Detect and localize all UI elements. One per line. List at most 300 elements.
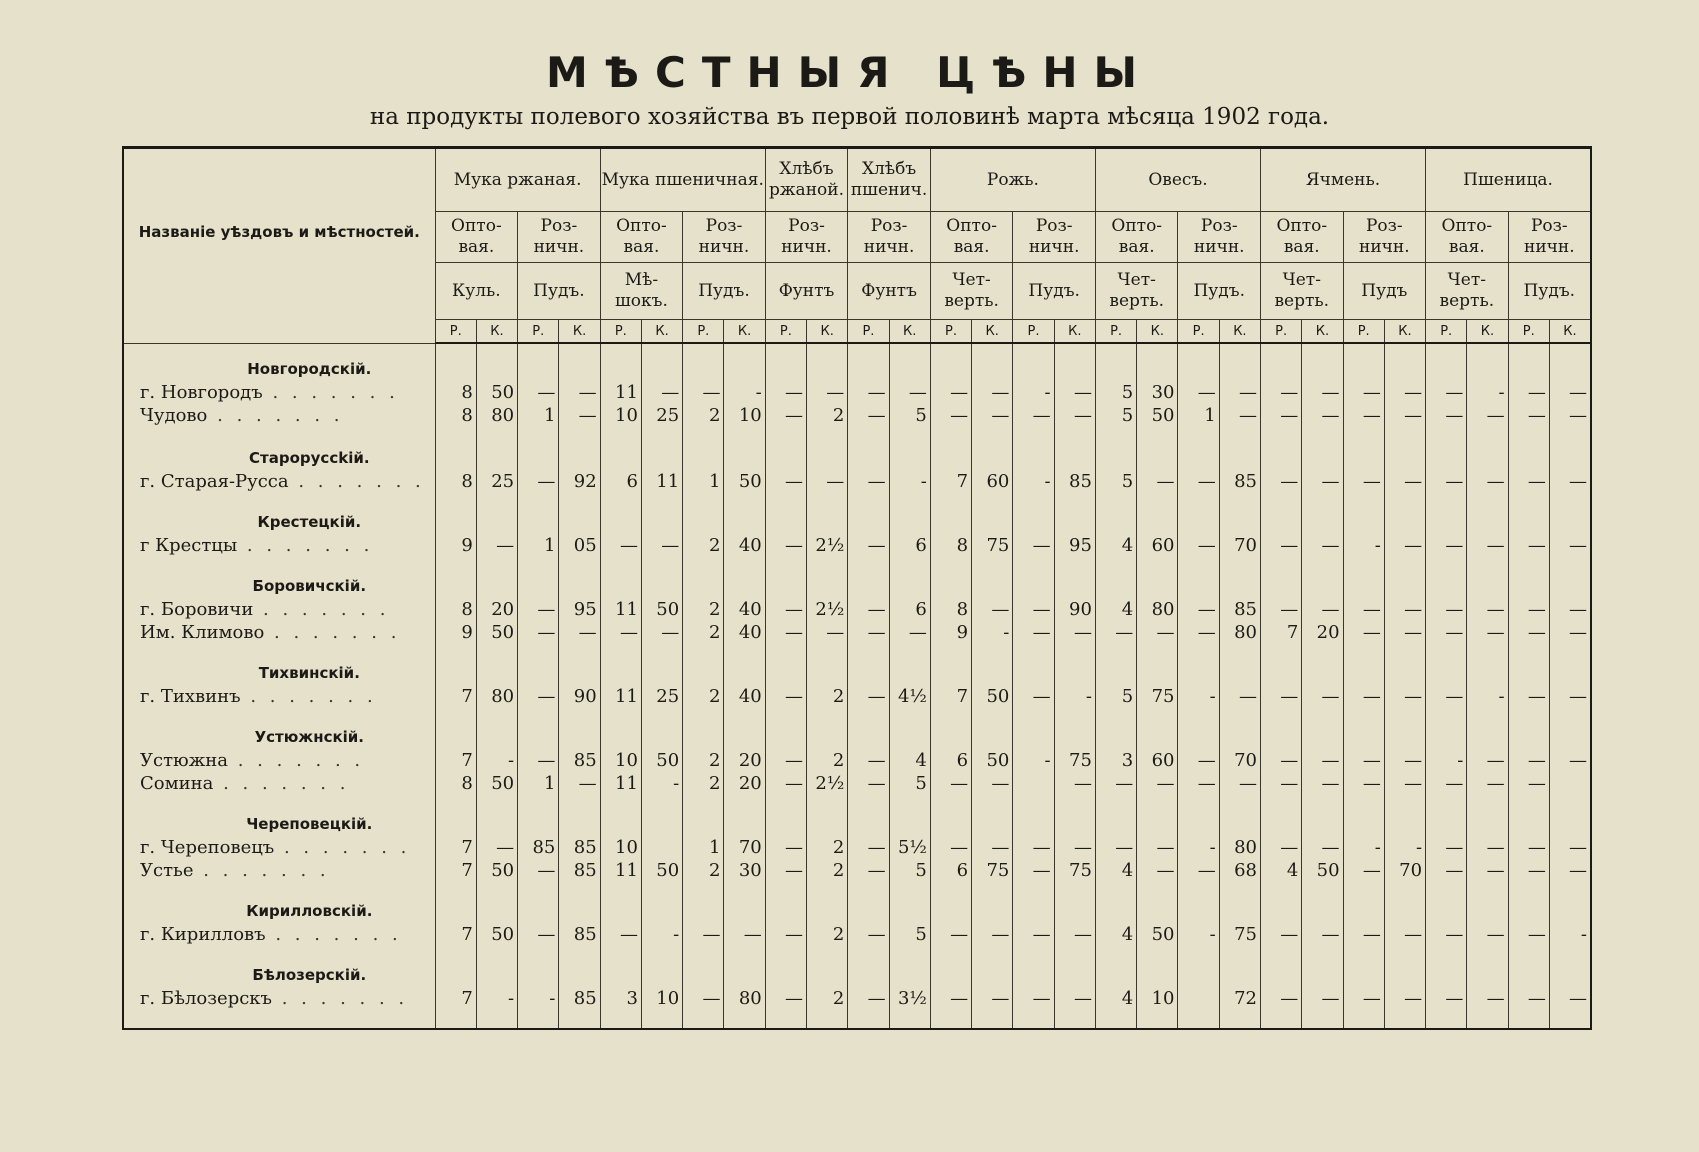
price-rubles: — [1426, 685, 1467, 708]
price-rubles: — [765, 859, 806, 882]
blank-cell [972, 427, 1013, 447]
blank-cell [1384, 964, 1425, 987]
kopeks-header: К. [807, 320, 848, 344]
price-kopeks: — [1384, 381, 1425, 404]
place-name: Устье [140, 860, 194, 881]
place-name-cell [123, 381, 435, 404]
price-rubles: — [518, 381, 559, 404]
kopeks-header: К. [1054, 320, 1095, 344]
bottom-spacer-row [123, 1010, 1591, 1029]
blank-cell [807, 557, 848, 575]
price-rubles: — [1261, 534, 1302, 557]
blank-cell [641, 343, 682, 358]
blank-cell [1261, 358, 1302, 381]
blank-cell [1384, 447, 1425, 470]
blank-cell [600, 946, 641, 964]
price-kopeks: — [1384, 749, 1425, 772]
price-rubles: — [1178, 772, 1219, 795]
blank-cell [1054, 708, 1095, 726]
blank-cell [1343, 662, 1384, 685]
price-kopeks: 85 [559, 923, 600, 946]
blank-cell [807, 882, 848, 900]
price-rubles: — [930, 772, 971, 795]
blank-cell [559, 644, 600, 662]
blank-cell [1013, 900, 1054, 923]
blank-cell [600, 726, 641, 749]
price-kopeks: — [1467, 859, 1508, 882]
price-kopeks: 75 [972, 859, 1013, 882]
price-rubles: 4 [1095, 859, 1136, 882]
price-kopeks: — [1467, 534, 1508, 557]
blank-cell [683, 882, 724, 900]
blank-cell [600, 964, 641, 987]
price-rubles: — [1426, 534, 1467, 557]
district-row [123, 900, 1591, 923]
blank-cell [1384, 358, 1425, 381]
rubles-header: Р. [1095, 320, 1136, 344]
blank-cell [848, 511, 889, 534]
blank-cell [600, 447, 641, 470]
blank-cell [765, 813, 806, 836]
price-rubles: 11 [600, 859, 641, 882]
price-rubles: — [1261, 749, 1302, 772]
price-rubles: — [1508, 772, 1549, 795]
price-kopeks: — [1549, 470, 1591, 493]
blank-cell [1054, 511, 1095, 534]
blank-cell [1095, 900, 1136, 923]
place-name-cell [123, 685, 435, 708]
price-kopeks: 2½ [807, 534, 848, 557]
blank-cell [889, 575, 930, 598]
rubles-header: Р. [1508, 320, 1549, 344]
kopeks-header: К. [1549, 320, 1591, 344]
blank-cell [765, 575, 806, 598]
blank-cell [1178, 447, 1219, 470]
blank-cell [889, 427, 930, 447]
blank-cell [1549, 882, 1591, 900]
price-kopeks: — [1549, 381, 1591, 404]
blank-cell [1137, 557, 1178, 575]
price-rubles: 2 [683, 534, 724, 557]
price-kopeks: 80 [1219, 621, 1260, 644]
price-rubles: — [1343, 685, 1384, 708]
blank-cell [972, 900, 1013, 923]
rubles-header: Р. [1178, 320, 1219, 344]
blank-cell [1343, 644, 1384, 662]
place-name-cell [123, 987, 435, 1010]
blank-cell [807, 726, 848, 749]
blank-cell [1508, 900, 1549, 923]
blank-cell [1384, 511, 1425, 534]
blank-cell [1054, 946, 1095, 964]
price-kopeks: — [1302, 381, 1343, 404]
blank-cell [848, 447, 889, 470]
blank-cell [930, 900, 971, 923]
blank-cell [848, 358, 889, 381]
blank-cell [889, 557, 930, 575]
blank-cell [1549, 964, 1591, 987]
leader-dots: . . . . . . . [193, 860, 330, 881]
price-rubles: — [1426, 772, 1467, 795]
spacer-row [123, 493, 1591, 511]
blank-cell [435, 427, 476, 447]
sale-type-header: Опто-вая. [1095, 212, 1178, 263]
blank-cell [518, 575, 559, 598]
district-row [123, 813, 1591, 836]
place-name-cell [123, 470, 435, 493]
district-row [123, 964, 1591, 987]
price-rubles: 5 [1095, 381, 1136, 404]
blank-cell [559, 813, 600, 836]
blank-cell [1013, 427, 1054, 447]
blank-cell [476, 964, 517, 987]
blank-cell [683, 795, 724, 813]
price-kopeks: 70 [1384, 859, 1425, 882]
price-kopeks: — [1302, 404, 1343, 427]
price-rubles: — [1013, 621, 1054, 644]
price-kopeks: — [1384, 470, 1425, 493]
blank-cell [930, 644, 971, 662]
price-rubles: — [930, 381, 971, 404]
blank-cell [1467, 726, 1508, 749]
blank-cell [1219, 882, 1260, 900]
price-kopeks: — [1549, 685, 1591, 708]
unit-header: Чет-верть. [1426, 263, 1509, 320]
price-kopeks: — [1219, 381, 1260, 404]
price-rubles: — [765, 772, 806, 795]
blank-cell [518, 946, 559, 964]
blank-cell [807, 427, 848, 447]
price-kopeks: — [641, 621, 682, 644]
blank-cell [1054, 900, 1095, 923]
price-rubles: - [1178, 923, 1219, 946]
price-kopeks: 6 [889, 534, 930, 557]
blank-cell [1261, 813, 1302, 836]
table-row [123, 598, 1591, 621]
blank-cell [724, 358, 765, 381]
place-name: Чудово [140, 405, 208, 426]
blank-cell [683, 662, 724, 685]
blank-cell [1549, 795, 1591, 813]
unit-header: Чет-верть. [1095, 263, 1178, 320]
blank-cell [1549, 900, 1591, 923]
price-rubles: — [930, 404, 971, 427]
price-rubles: — [1508, 381, 1549, 404]
price-kopeks: 5 [889, 859, 930, 882]
blank-cell [683, 900, 724, 923]
price-rubles: — [1508, 685, 1549, 708]
blank-cell [518, 1010, 559, 1029]
blank-cell [848, 795, 889, 813]
blank-cell [1302, 644, 1343, 662]
blank-cell [518, 557, 559, 575]
blank-cell [435, 795, 476, 813]
blank-cell [1013, 726, 1054, 749]
blank-cell [724, 662, 765, 685]
blank-cell [1426, 795, 1467, 813]
price-rubles: 2 [683, 859, 724, 882]
price-rubles: 1 [683, 836, 724, 859]
price-rubles: 2 [683, 598, 724, 621]
price-kopeks: 2 [807, 685, 848, 708]
price-rubles: — [1343, 987, 1384, 1010]
price-rubles: 6 [930, 749, 971, 772]
blank-cell [435, 708, 476, 726]
blank-cell [1219, 726, 1260, 749]
place-name-cell [123, 772, 435, 795]
kopeks-header: К. [641, 320, 682, 344]
blank-cell [1426, 447, 1467, 470]
price-kopeks: — [1549, 987, 1591, 1010]
blank-cell [930, 575, 971, 598]
blank-cell [807, 662, 848, 685]
price-kopeks: — [1467, 404, 1508, 427]
unit-header: Мѣ-шокъ. [600, 263, 683, 320]
blank-cell [889, 493, 930, 511]
blank-cell [1178, 708, 1219, 726]
blank-cell [518, 662, 559, 685]
blank-cell [1261, 575, 1302, 598]
price-kopeks: - [1467, 685, 1508, 708]
blank-cell [600, 493, 641, 511]
blank-cell [765, 900, 806, 923]
blank-cell [807, 946, 848, 964]
blank-cell [641, 795, 682, 813]
blank-cell [1467, 1010, 1508, 1029]
price-rubles: — [848, 534, 889, 557]
price-rubles: — [1013, 923, 1054, 946]
price-rubles: 5 [1095, 470, 1136, 493]
price-rubles: — [1343, 772, 1384, 795]
price-rubles: 7 [435, 685, 476, 708]
price-rubles: — [1178, 859, 1219, 882]
blank-cell [972, 447, 1013, 470]
blank-cell [1508, 726, 1549, 749]
price-rubles: — [1426, 836, 1467, 859]
price-kopeks: — [559, 621, 600, 644]
blank-cell [600, 343, 641, 358]
sale-type-header: Роз-ничн. [765, 212, 848, 263]
price-rubles: 7 [435, 987, 476, 1010]
blank-cell [1219, 900, 1260, 923]
price-rubles: - [1013, 470, 1054, 493]
blank-cell [930, 964, 971, 987]
price-rubles: — [1095, 772, 1136, 795]
blank-cell [1508, 447, 1549, 470]
rubles-header: Р. [518, 320, 559, 344]
blank-cell [1219, 427, 1260, 447]
district-row [123, 511, 1591, 534]
blank-cell [1261, 343, 1302, 358]
price-rubles: 11 [600, 772, 641, 795]
blank-cell [1137, 795, 1178, 813]
price-kopeks: 50 [476, 621, 517, 644]
blank-cell [807, 900, 848, 923]
blank-cell [559, 427, 600, 447]
blank-cell [683, 946, 724, 964]
sale-type-header: Роз-ничн. [848, 212, 931, 263]
district-name: Крестецкій. [123, 511, 435, 534]
blank-cell [1261, 493, 1302, 511]
blank-cell [1178, 358, 1219, 381]
price-kopeks: 10 [1137, 987, 1178, 1010]
price-kopeks: 20 [724, 749, 765, 772]
blank-cell [559, 882, 600, 900]
blank-cell [724, 795, 765, 813]
blank-cell [930, 358, 971, 381]
blank-cell [1549, 946, 1591, 964]
blank-cell [1302, 343, 1343, 358]
product-header: Пшеница. [1426, 148, 1591, 212]
blank-cell [683, 427, 724, 447]
blank-cell [1343, 964, 1384, 987]
blank-cell [1343, 427, 1384, 447]
rubles-header: Р. [848, 320, 889, 344]
blank-cell [1549, 644, 1591, 662]
price-rubles: — [765, 598, 806, 621]
blank-cell [683, 447, 724, 470]
blank-cell [1508, 946, 1549, 964]
price-kopeks: 85 [1054, 470, 1095, 493]
blank-cell [765, 511, 806, 534]
price-rubles: 9 [435, 534, 476, 557]
price-rubles: 11 [600, 685, 641, 708]
blank-cell [1343, 882, 1384, 900]
price-kopeks: — [1467, 772, 1508, 795]
price-kopeks: 5 [889, 923, 930, 946]
price-kopeks: 72 [1219, 987, 1260, 1010]
blank-cell [476, 946, 517, 964]
blank-cell [1508, 882, 1549, 900]
sale-type-header: Опто-вая. [600, 212, 683, 263]
price-kopeks: — [1302, 685, 1343, 708]
header-row-products [123, 148, 1591, 212]
blank-cell [1302, 557, 1343, 575]
blank-cell [1137, 644, 1178, 662]
kopeks-header: К. [559, 320, 600, 344]
blank-cell [683, 557, 724, 575]
price-kopeks: - [476, 987, 517, 1010]
blank-cell [1467, 900, 1508, 923]
place-name: г Крестцы [140, 535, 238, 556]
blank-cell [1137, 343, 1178, 358]
price-kopeks: 11 [641, 470, 682, 493]
blank-cell [1219, 575, 1260, 598]
blank-cell [765, 493, 806, 511]
price-kopeks: — [1384, 987, 1425, 1010]
blank-cell [889, 882, 930, 900]
blank-cell [1219, 358, 1260, 381]
blank-cell [724, 493, 765, 511]
blank-cell [765, 946, 806, 964]
blank-cell [1467, 964, 1508, 987]
blank-cell [123, 343, 435, 358]
price-rubles: — [765, 836, 806, 859]
leader-dots: . . . . . . . [272, 988, 409, 1009]
price-kopeks: 50 [476, 772, 517, 795]
blank-cell [972, 1010, 1013, 1029]
unit-header: Чет-верть. [930, 263, 1013, 320]
price-rubles: — [1508, 534, 1549, 557]
price-rubles: 4 [1095, 923, 1136, 946]
blank-cell [1384, 557, 1425, 575]
price-rubles: 10 [600, 749, 641, 772]
blank-cell [1013, 708, 1054, 726]
blank-cell [683, 575, 724, 598]
blank-cell [1467, 493, 1508, 511]
price-kopeks: 50 [1302, 859, 1343, 882]
blank-cell [1549, 557, 1591, 575]
price-rubles: — [1343, 598, 1384, 621]
blank-cell [1137, 726, 1178, 749]
price-kopeks: — [1549, 836, 1591, 859]
price-kopeks: — [1549, 598, 1591, 621]
blank-cell [972, 493, 1013, 511]
blank-cell [1095, 644, 1136, 662]
price-rubles: 8 [435, 381, 476, 404]
price-kopeks: 50 [641, 859, 682, 882]
blank-cell [1426, 644, 1467, 662]
blank-cell [518, 964, 559, 987]
spacer-row [123, 946, 1591, 964]
price-kopeks: — [1302, 534, 1343, 557]
blank-cell [1549, 358, 1591, 381]
place-name-cell [123, 598, 435, 621]
blank-cell [1054, 644, 1095, 662]
blank-cell [518, 882, 559, 900]
leader-dots: . . . . . . . [240, 686, 377, 707]
place-name: Устюжна [140, 750, 229, 771]
blank-cell [1054, 1010, 1095, 1029]
blank-cell [1549, 493, 1591, 511]
blank-cell [1426, 575, 1467, 598]
product-header: Рожь. [930, 148, 1095, 212]
price-kopeks: 50 [724, 470, 765, 493]
blank-cell [476, 343, 517, 358]
price-kopeks: — [559, 772, 600, 795]
blank-cell [600, 662, 641, 685]
blank-cell [1467, 882, 1508, 900]
blank-cell [683, 644, 724, 662]
blank-cell [972, 964, 1013, 987]
blank-cell [1054, 882, 1095, 900]
blank-cell [765, 427, 806, 447]
price-kopeks: 50 [641, 749, 682, 772]
price-kopeks: 20 [724, 772, 765, 795]
blank-cell [1508, 493, 1549, 511]
blank-cell [889, 1010, 930, 1029]
price-kopeks: — [1467, 836, 1508, 859]
blank-cell [600, 795, 641, 813]
price-rubles: — [518, 598, 559, 621]
price-rubles: — [848, 685, 889, 708]
sale-type-header: Опто-вая. [1426, 212, 1509, 263]
blank-cell [1384, 1010, 1425, 1029]
price-rubles: — [1013, 685, 1054, 708]
price-rubles: 2 [683, 685, 724, 708]
price-kopeks: 25 [641, 404, 682, 427]
leader-dots: . . . . . . . [265, 924, 402, 945]
price-rubles [1178, 987, 1219, 1010]
blank-cell [1467, 557, 1508, 575]
blank-cell [1549, 708, 1591, 726]
blank-cell [807, 358, 848, 381]
blank-cell [1137, 882, 1178, 900]
price-rubles: — [518, 749, 559, 772]
blank-cell [559, 795, 600, 813]
price-rubles: 7 [930, 685, 971, 708]
price-kopeks: — [1302, 772, 1343, 795]
